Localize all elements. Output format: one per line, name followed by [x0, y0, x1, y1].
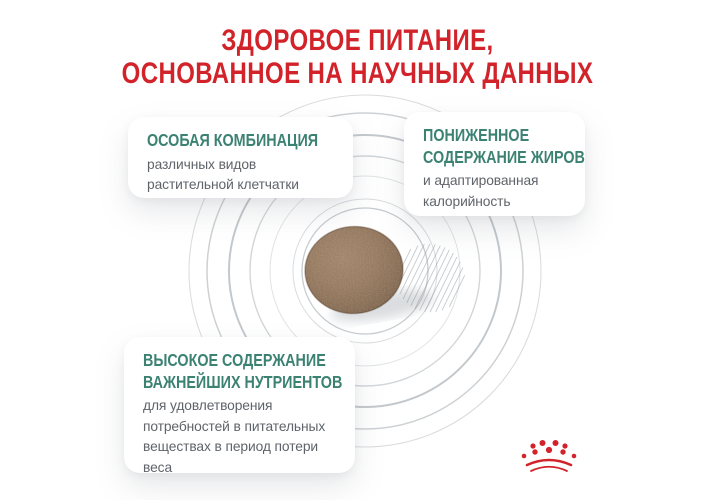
callout-heading-line: СОДЕРЖАНИЕ ЖИРОВ [423, 146, 585, 167]
callout-heading-line: ОСОБАЯ КОМБИНАЦИЯ [147, 130, 319, 150]
callout-body-line: веществах в период потери [143, 439, 319, 454]
callout-heading-line: ВАЖНЕЙШИХ НУТРИЕНТОВ [143, 371, 343, 392]
callout-body-line: для удовлетворения [143, 398, 273, 413]
callout-body [423, 171, 567, 212]
callout-body-line: потребностей в питательных [143, 418, 326, 434]
title-line-2: ОСНОВАННОЕ НА НАУЧНЫХ ДАННЫХ [121, 57, 594, 90]
callout-body-line: различных видов [147, 156, 257, 172]
callout-card-fibre-combination [128, 117, 353, 198]
callout-heading-line: ВЫСОКОЕ СОДЕРЖАНИЕ [143, 350, 326, 370]
callout-body-line: растительной клетчатки [147, 177, 299, 192]
callout-card-high-nutrients [124, 337, 355, 473]
page-title [0, 24, 715, 90]
title-line-1: ЗДОРОВОЕ ПИТАНИЕ, [221, 24, 494, 57]
callout-body [143, 396, 337, 478]
callout-body-line: веса [143, 459, 173, 475]
royal-canin-crown-icon [520, 438, 578, 476]
callout-body-line: и адаптированная [423, 173, 539, 188]
callout-heading-line: ПОНИЖЕННОЕ [423, 125, 530, 145]
callout-card-reduced-fat [404, 112, 585, 216]
callout-body [147, 155, 335, 196]
callout-body-line: калорийность [423, 193, 511, 209]
